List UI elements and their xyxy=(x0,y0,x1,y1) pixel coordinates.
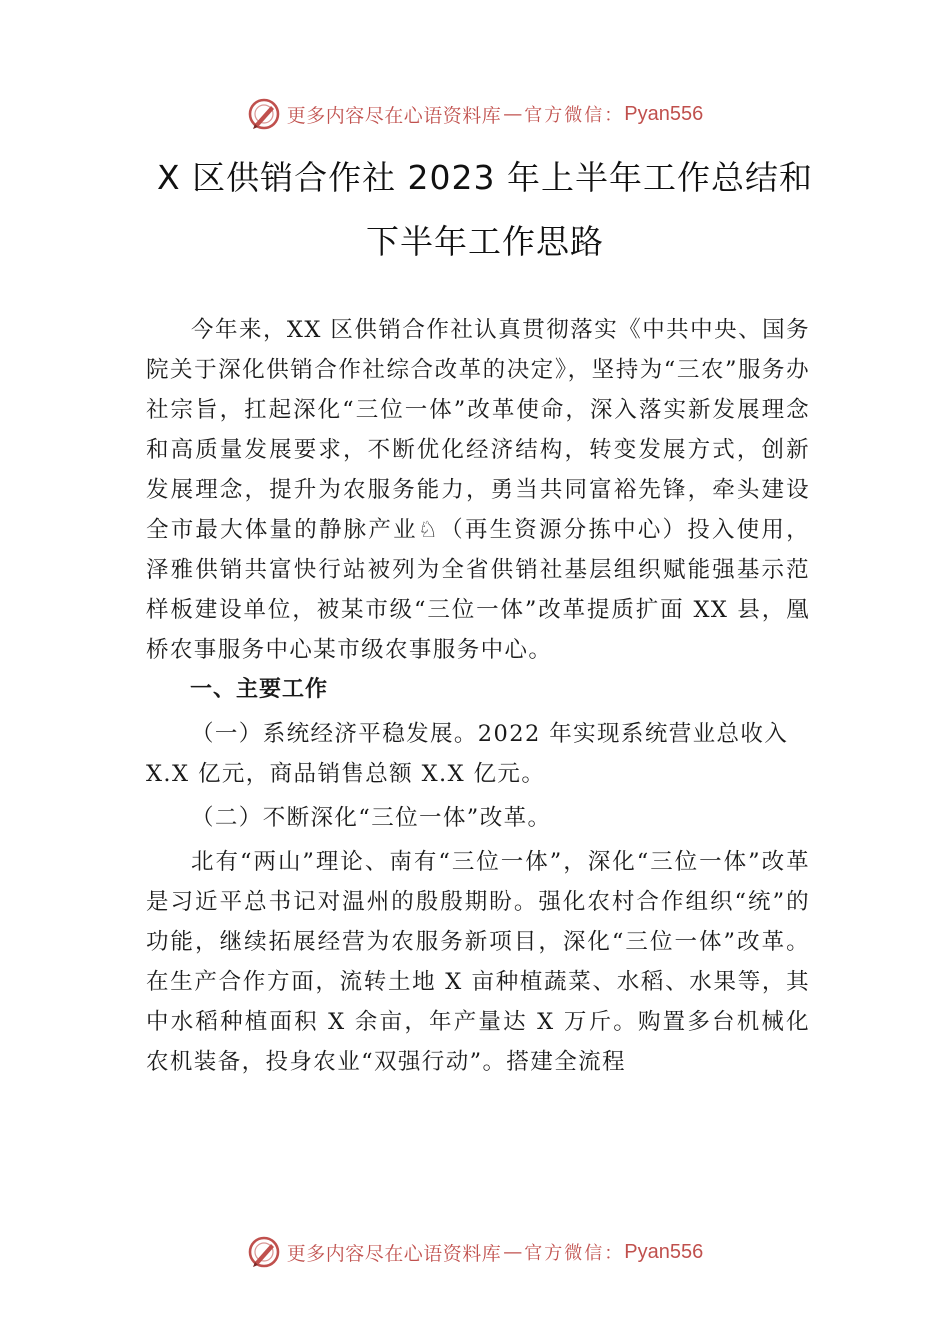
banner-separator: — xyxy=(503,103,523,125)
document-title-line1: X 区供销合作社 2023 年上半年工作总结和 xyxy=(156,158,814,197)
banner-wechat-id: Pyan556 xyxy=(624,1240,704,1263)
subsection-2-heading: （二）不断深化“三位一体”改革。 xyxy=(191,805,552,831)
intro-paragraph: 今年来，XX 区供销合作社认真贯彻落实《中共中央、国务院关于深化供销合作社综合改革的决定》，坚持为“三农”服务办社宗旨，扛起深化“三位一体”改革使命，深入落实新发展理念和高质量发展要求，不断优化经济结构，转变发展方式，创新发展理念，提升为农服务能力，勇当共同富裕先锋，牵头建设全市最大体量的静脉产业♘（再生资源分拣中心）投入使用，泽雅供销共富快行站被列为全省供销社基层组织赋能强基示范样板建设单位，被某市级“三位一体”改革提质扩面 XX 县，凰桥农事服务中心某市级农事服务中心。 xyxy=(146,317,810,663)
subsection-1: （一）系统经济平稳发展。2022 年实现系统营业总收入 X.X 亿元，商品销售总额 X.X 亿元。 xyxy=(146,721,789,787)
reform-paragraph: 北有“两山”理论、南有“三位一体”，深化“三位一体”改革是习近平总书记对温州的殷殷期盼。强化农村合作组织“统”的功能，继续拓展经营为农服务新项目，深化“三位一体”改革。在生产合作方面，流转土地 X 亩种植蔬菜、水稻、水果等，其中水稻种植面积 X 余亩，年产量达 X 万斤。购置多台机械化农机装备，投身农业“双强行动”。搭建全流程 xyxy=(146,849,810,1075)
pen-logo-icon xyxy=(247,97,281,131)
banner-wechat-id: Pyan556 xyxy=(624,102,704,125)
header-banner xyxy=(0,94,950,134)
document-title-line2: 下半年工作思路 xyxy=(366,222,604,261)
document-body xyxy=(146,310,810,1082)
banner-wechat-label: 官方微信： xyxy=(524,1243,625,1264)
section-heading: 一、主要工作 xyxy=(190,677,329,702)
banner-text: 更多内容尽在心语资料库 xyxy=(286,104,502,127)
pen-logo-icon xyxy=(247,1235,281,1269)
banner-separator: — xyxy=(503,1241,523,1263)
footer-banner xyxy=(0,1232,950,1272)
banner-text: 更多内容尽在心语资料库 xyxy=(286,1242,502,1265)
banner-wechat-label: 官方微信： xyxy=(524,105,625,126)
